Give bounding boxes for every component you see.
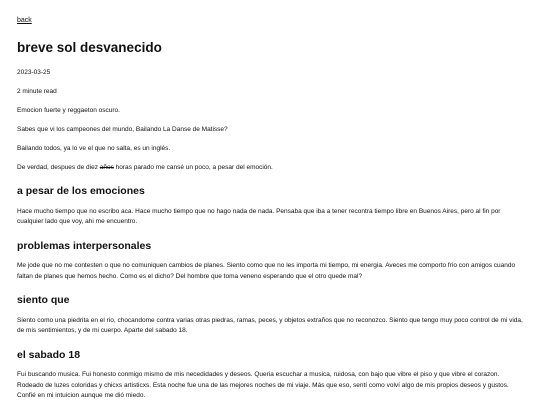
intro-paragraph <box>17 163 523 173</box>
intro-paragraph: Sabes que vi los campeones del mundo, Bailando La Danse de Matisse? <box>17 126 228 134</box>
section-paragraph: Siento como una piedrita en el rio, chocandome contra varias otras piedras, ramas, peces, y objetos extraños que no reconozco. Siento que tengo muy poco control de mi vida, de mis sentimientos, y de mi cuerpo. Aparte del sabado 18. <box>17 316 523 335</box>
section-paragraph: Fui buscando musica. Fui honesto conmigo mismo de mis necedidades y deseos. Queria escuchar a musica, ruidosa, con bajo que vibre el piso y que vibre el corazon. Rodeado de luzes coloridas y chicxs artisticxs. Esta noche fue una de las mejores noches de mi viaje. Más que eso, sentí como volví algo de mis propios deseos y gustos. Confié en mi intuicion aunque me dió miedo. <box>17 371 509 399</box>
section-heading: a pesar de los emociones <box>17 185 145 198</box>
intro-paragraph: Emocion fuerte y reggaeton oscuro. <box>17 107 120 115</box>
intro-text-before: De verdad, despues de diez <box>17 164 100 172</box>
section-paragraph: Hace mucho tiempo que no escribo aca. Hace mucho tiempo que no hago nada de nada. Pensaba que iba a tener recontra tiempo libre en Buenos Aires, pero al fin por cualquier lado que voy, ahi me encuentro. <box>17 208 501 226</box>
section-heading: el sabado 18 <box>17 348 81 361</box>
intro-text-after: horas parado me cansé un poco, a pesar del emoción. <box>113 164 273 172</box>
read-time: 2 minute read <box>17 88 57 96</box>
section-heading: siento que <box>17 294 70 307</box>
struck-word: años <box>99 164 114 172</box>
section-heading: problemas interpersonales <box>17 239 152 252</box>
intro-paragraph: Bailando todos, ya lo ve el que no salta, es un inglés. <box>17 145 171 153</box>
post-title: breve sol desvanecido <box>17 40 162 55</box>
back-link[interactable]: back <box>17 17 32 24</box>
post-date: 2023-03-25 <box>17 69 51 77</box>
section-paragraph: Me jode que no me contesten o que no comuniquen cambios de planes. Siento como que no les importa mi tiempo, mi energia. Aveces me comporto frio con amigos cuando faltan de planes que hemos hecho. Como es el dicho? Del hombre que toma veneno esperando que el otro quede mal? <box>17 262 516 280</box>
